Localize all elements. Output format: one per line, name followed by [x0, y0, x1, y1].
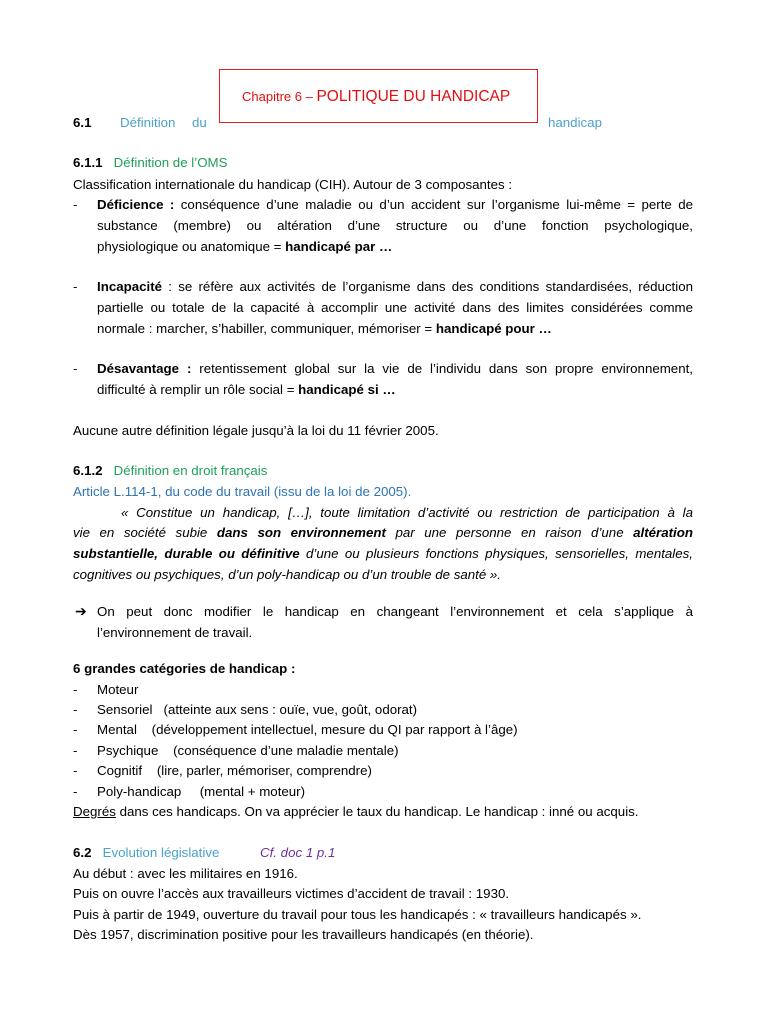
bullet-dash: - — [73, 784, 78, 799]
arrow-right-icon: ➔ — [75, 603, 87, 619]
section-6-1-word2: du — [192, 115, 207, 130]
categories-heading: 6 grandes catégories de handicap : — [73, 661, 296, 676]
history-line: Au début : avec les militaires en 1916. — [73, 866, 298, 881]
arrow-note-line1: On peut donc modifier le handicap en changeant l’environnement et cela s’applique à — [97, 604, 693, 619]
section-title: Définition de l’OMS — [113, 155, 228, 170]
cih-intro: Classification internationale du handicap (CIH). Autour de 3 composantes : — [73, 177, 513, 192]
chapter-title — [242, 88, 510, 106]
incapacite-line2: partielle ou totale de la capacité à accomplir une activité dans des limites considérées comme — [97, 300, 693, 315]
category-item: Sensoriel (atteinte aux sens : ouïe, vue, goût, odorat) — [97, 702, 418, 717]
section-number: 6.1.1 — [73, 155, 103, 170]
chapter-label: Chapitre 6 – — [242, 89, 317, 104]
cf-doc-reference: Cf. doc 1 p.1 — [260, 845, 336, 860]
section-number: 6.2 — [73, 845, 92, 860]
quote-line3: substantielle, durable ou définitive d’une ou plusieurs fonctions physiques, sensorielles, mentales, — [73, 546, 693, 561]
section-6-1-heading — [73, 115, 92, 130]
section-6-1-1-heading — [73, 155, 227, 170]
category-item: Mental (développement intellectuel, mesure du QI par rapport à l’âge) — [97, 722, 518, 737]
bullet-dash: - — [73, 361, 78, 376]
deficience-line1: Déficience : conséquence d’une maladie ou d’un accident sur l’organisme lui-même = perte de — [97, 197, 693, 212]
section-number: 6.1.2 — [73, 463, 103, 478]
section-6-1-word1: Définition — [120, 115, 176, 130]
chapter-main-title: POLITIQUE DU HANDICAP — [316, 88, 511, 105]
bullet-dash: - — [73, 279, 78, 294]
quote-line2: vie en société subie dans son environnement par une personne en raison d’une altération — [73, 525, 693, 540]
category-item: Moteur — [97, 682, 139, 697]
history-line: Puis à partir de 1949, ouverture du travail pour tous les handicapés : « travailleurs handicapés ». — [73, 907, 642, 922]
quote-line1: « Constitue un handicap, […], toute limitation d’activité ou restriction de participation à la — [121, 505, 693, 520]
aucune-definition: Aucune autre définition légale jusqu’à la loi du 11 février 2005. — [73, 423, 439, 438]
quote-line4: cognitives ou psychiques, d’un poly-handicap ou d’un trouble de santé ». — [73, 567, 502, 582]
section-number: 6.1 — [73, 115, 92, 130]
desavantage-line2: difficulté à remplir un rôle social = handicapé si … — [97, 382, 396, 397]
bullet-dash: - — [73, 197, 78, 212]
incapacite-line3: normale : marcher, s’habiller, communiquer, mémoriser = handicapé pour … — [97, 321, 552, 336]
category-item: Poly-handicap (mental + moteur) — [97, 784, 306, 799]
bullet-dash: - — [73, 743, 78, 758]
section-title: Evolution législative — [102, 845, 220, 860]
bullet-dash: - — [73, 682, 78, 697]
section-6-2-heading — [73, 845, 219, 860]
category-item: Cognitif (lire, parler, mémoriser, comprendre) — [97, 763, 372, 778]
arrow-note-line2: l’environnement de travail. — [97, 625, 253, 640]
article-reference: Article L.114-1, du code du travail (issu de la loi de 2005). — [73, 484, 412, 499]
history-line: Puis on ouvre l’accès aux travailleurs victimes d’accident de travail : 1930. — [73, 886, 510, 901]
bullet-dash: - — [73, 722, 78, 737]
degres-note: Degrés dans ces handicaps. On va apprécier le taux du handicap. Le handicap : inné ou acquis. — [73, 804, 639, 819]
history-line: Dès 1957, discrimination positive pour les travailleurs handicapés (en théorie). — [73, 927, 534, 942]
section-6-1-word3: handicap — [548, 115, 602, 130]
bullet-dash: - — [73, 702, 78, 717]
bullet-dash: - — [73, 763, 78, 778]
deficience-line3: physiologique ou anatomique = handicapé par … — [97, 239, 393, 254]
section-title: Définition en droit français — [113, 463, 268, 478]
category-item: Psychique (conséquence d’une maladie mentale) — [97, 743, 399, 758]
desavantage-line1: Désavantage : retentissement global sur la vie de l’individu dans son propre environnement, — [97, 361, 693, 376]
section-6-1-2-heading — [73, 463, 267, 478]
deficience-line2: substance (membre) ou altération d’une structure ou d’une fonction psychologique, — [97, 218, 693, 233]
incapacite-line1: Incapacité : se réfère aux activités de l’organisme dans des conditions standardisées, réduction — [97, 279, 693, 294]
